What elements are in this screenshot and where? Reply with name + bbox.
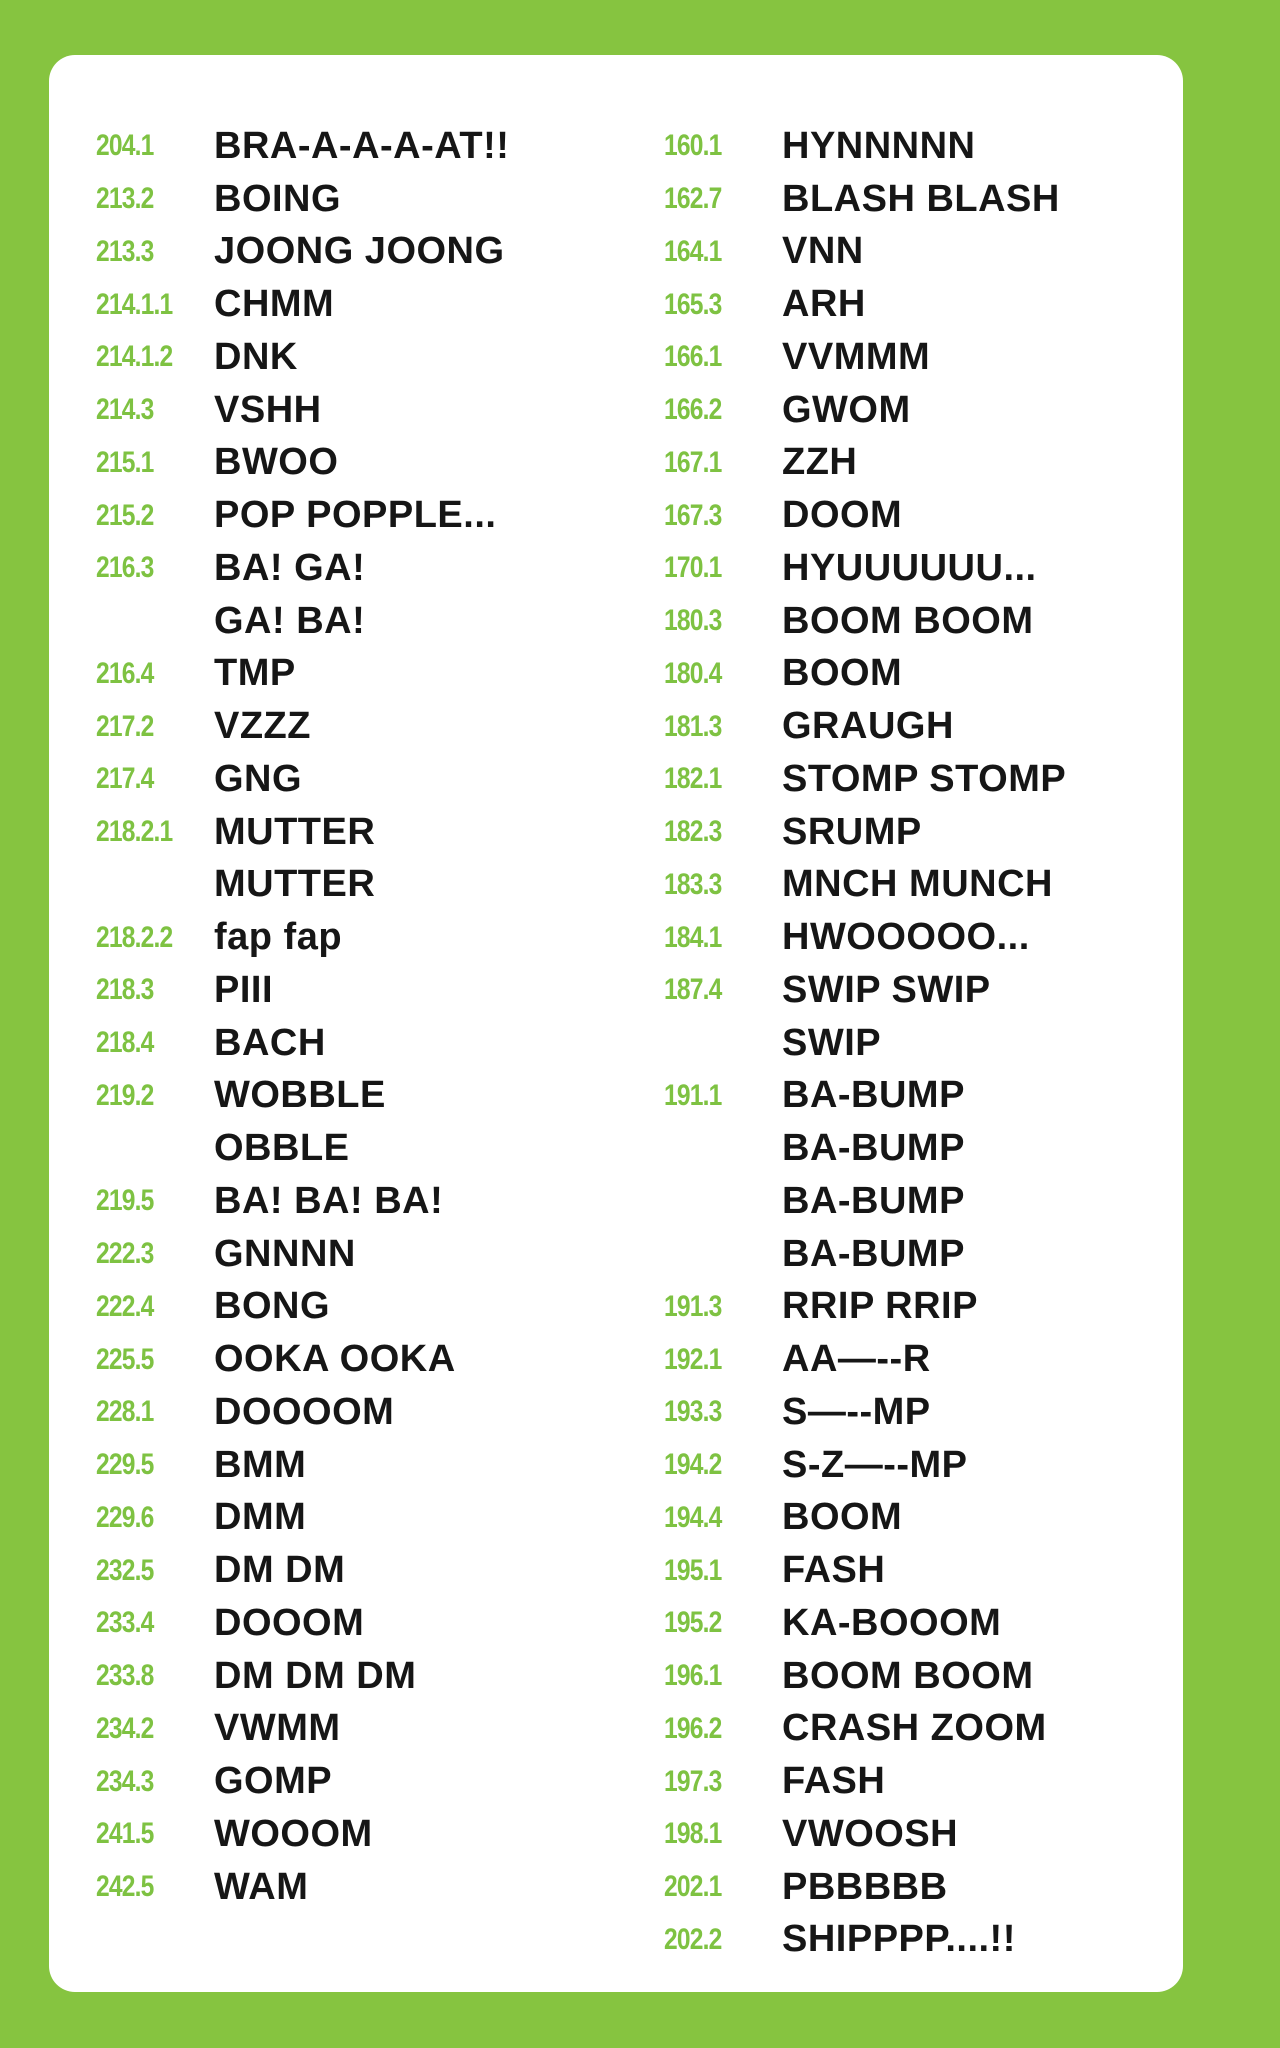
glossary-entry xyxy=(664,1386,1066,1439)
sound-effect-text: HWOOOOO... xyxy=(782,916,1030,959)
page-panel-reference: 229.6 xyxy=(96,1500,154,1534)
page-panel-reference: 194.2 xyxy=(664,1448,722,1482)
glossary-entry xyxy=(96,595,509,648)
glossary-entry xyxy=(664,437,1066,490)
page-panel-reference: 219.2 xyxy=(96,1078,154,1112)
sound-effect-text: BONG xyxy=(214,1285,330,1328)
glossary-entry xyxy=(664,1070,1066,1123)
page-panel-reference: 222.4 xyxy=(96,1289,154,1323)
glossary-entry xyxy=(664,859,1066,912)
page-panel-reference: 197.3 xyxy=(664,1764,722,1798)
sound-effect-text: BMM xyxy=(214,1443,307,1486)
glossary-entry xyxy=(664,1122,1066,1175)
sound-effect-text: DOOOOM xyxy=(214,1390,395,1433)
page-panel-reference: 216.4 xyxy=(96,656,154,690)
glossary-entry xyxy=(96,1703,509,1756)
sound-effect-text: DOOOM xyxy=(214,1601,365,1644)
sound-effect-text: CHMM xyxy=(214,283,335,326)
sound-effect-text: DNK xyxy=(214,335,298,378)
page-panel-reference: 193.3 xyxy=(664,1395,722,1429)
glossary-entry xyxy=(664,1755,1066,1808)
page-panel-reference: 233.4 xyxy=(96,1606,154,1640)
sound-effect-text: fap fap xyxy=(214,916,343,959)
glossary-entry xyxy=(96,1281,509,1334)
sound-effect-text: MNCH MUNCH xyxy=(782,863,1053,906)
glossary-entry xyxy=(96,1175,509,1228)
sound-effect-text: GNNNN xyxy=(214,1232,356,1275)
page-panel-reference: 214.1.1 xyxy=(96,287,173,321)
glossary-entry xyxy=(664,384,1066,437)
sound-effect-text: BA-BUMP xyxy=(782,1074,965,1117)
sound-effect-text: HYUUUUUU... xyxy=(782,546,1037,589)
glossary-entry xyxy=(96,1386,509,1439)
sound-effect-text: BA-BUMP xyxy=(782,1232,965,1275)
glossary-entry xyxy=(96,1439,509,1492)
sound-effect-text: BA! GA! xyxy=(214,546,366,589)
sound-effect-text: WOBBLE xyxy=(214,1074,386,1117)
glossary-entry xyxy=(664,226,1066,279)
sound-effect-text: AA—--R xyxy=(782,1338,931,1381)
glossary-entry xyxy=(664,1439,1066,1492)
glossary-entry xyxy=(96,278,509,331)
glossary-entry xyxy=(96,1122,509,1175)
glossary-entry xyxy=(664,278,1066,331)
glossary-entry xyxy=(664,595,1066,648)
sound-effect-text: GRAUGH xyxy=(782,705,954,748)
page-panel-reference: 198.1 xyxy=(664,1817,722,1851)
page-panel-reference: 191.1 xyxy=(664,1078,722,1112)
sound-effect-text: SRUMP xyxy=(782,810,922,853)
page-panel-reference: 216.3 xyxy=(96,551,154,585)
glossary-entry xyxy=(96,1597,509,1650)
sound-effect-text: POP POPPLE... xyxy=(214,494,497,537)
glossary-entry xyxy=(664,1017,1066,1070)
sound-effect-text: PBBBBB xyxy=(782,1865,948,1908)
page-panel-reference: 232.5 xyxy=(96,1553,154,1587)
page-panel-reference: 160.1 xyxy=(664,129,722,163)
glossary-entry xyxy=(664,331,1066,384)
page-panel-reference: 215.2 xyxy=(96,498,154,532)
sound-effect-text: WOOOM xyxy=(214,1812,373,1855)
sound-effect-text: BOOM xyxy=(782,1496,903,1539)
page-panel-reference: 217.2 xyxy=(96,709,154,743)
glossary-entry xyxy=(96,700,509,753)
glossary-entry xyxy=(664,1281,1066,1334)
page-panel-reference: 234.2 xyxy=(96,1711,154,1745)
glossary-entry xyxy=(664,1492,1066,1545)
sound-effect-text: JOONG JOONG xyxy=(214,230,505,273)
glossary-entry xyxy=(664,542,1066,595)
page-panel-reference: 218.3 xyxy=(96,973,154,1007)
glossary-entry xyxy=(96,1492,509,1545)
sound-effect-text: KA-BOOOM xyxy=(782,1601,1002,1644)
glossary-entry xyxy=(96,911,509,964)
glossary-entry xyxy=(96,806,509,859)
page-panel-reference: 225.5 xyxy=(96,1342,154,1376)
page-panel-reference: 191.3 xyxy=(664,1289,722,1323)
glossary-entry xyxy=(96,964,509,1017)
glossary-entry xyxy=(96,384,509,437)
glossary-entry xyxy=(664,648,1066,701)
sound-effect-text: DMM xyxy=(214,1496,307,1539)
page-panel-reference: 228.1 xyxy=(96,1395,154,1429)
page-panel-reference: 194.4 xyxy=(664,1500,722,1534)
sound-effect-text: S—--MP xyxy=(782,1390,931,1433)
page-panel-reference: 202.2 xyxy=(664,1922,722,1956)
page-panel-reference: 166.2 xyxy=(664,393,722,427)
page-panel-reference: 182.3 xyxy=(664,815,722,849)
glossary-entry xyxy=(664,1861,1066,1914)
sound-effect-text: VNN xyxy=(782,230,864,273)
sound-effect-text: DM DM DM xyxy=(214,1654,417,1697)
glossary-entry xyxy=(664,489,1066,542)
glossary-entry xyxy=(664,120,1066,173)
glossary-entry xyxy=(96,542,509,595)
page-panel-reference: 214.3 xyxy=(96,393,154,427)
page-panel-reference: 182.1 xyxy=(664,762,722,796)
sound-effect-text: BA! BA! BA! xyxy=(214,1179,444,1222)
glossary-entry xyxy=(664,911,1066,964)
page-panel-reference: 196.1 xyxy=(664,1659,722,1693)
glossary-entry xyxy=(664,700,1066,753)
sound-effect-text: VWMM xyxy=(214,1707,341,1750)
page-panel-reference: 187.4 xyxy=(664,973,722,1007)
sound-effect-text: TMP xyxy=(214,652,296,695)
glossary-entry xyxy=(664,173,1066,226)
page-panel-reference: 195.2 xyxy=(664,1606,722,1640)
glossary-right-column xyxy=(664,120,1066,1966)
sound-effect-text: BOOM BOOM xyxy=(782,599,1034,642)
glossary-entry xyxy=(96,173,509,226)
sound-effect-text: BWOO xyxy=(214,441,339,484)
glossary-entry xyxy=(96,648,509,701)
sound-effect-text: BA-BUMP xyxy=(782,1127,965,1170)
sound-effect-text: GNG xyxy=(214,757,303,800)
page-panel-reference: 195.1 xyxy=(664,1553,722,1587)
glossary-entry xyxy=(96,1755,509,1808)
glossary-entry xyxy=(96,1544,509,1597)
glossary-entry xyxy=(664,1544,1066,1597)
sound-effect-text: SHIPPPP....!! xyxy=(782,1918,1016,1961)
sound-effect-text: FASH xyxy=(782,1760,886,1803)
sound-effect-text: GWOM xyxy=(782,388,911,431)
page-panel-reference: 233.8 xyxy=(96,1659,154,1693)
sound-effect-text: OBBLE xyxy=(214,1127,350,1170)
glossary-entry xyxy=(96,1808,509,1861)
page-panel-reference: 192.1 xyxy=(664,1342,722,1376)
glossary-left-column xyxy=(96,120,509,1914)
sound-effect-text: GA! BA! xyxy=(214,599,366,642)
sound-effect-text: ZZH xyxy=(782,441,858,484)
sound-effect-text: SWIP SWIP xyxy=(782,968,991,1011)
sound-effect-text: BRA-A-A-A-AT!! xyxy=(214,124,510,167)
glossary-entry xyxy=(96,753,509,806)
glossary-entry xyxy=(664,753,1066,806)
glossary-entry xyxy=(664,1914,1066,1967)
page-panel-reference: 242.5 xyxy=(96,1870,154,1904)
sound-effect-text: BOOM BOOM xyxy=(782,1654,1034,1697)
page-panel-reference: 218.2.1 xyxy=(96,815,173,849)
glossary-entry xyxy=(96,1333,509,1386)
sound-effect-text: BA-BUMP xyxy=(782,1179,965,1222)
page-panel-reference: 218.2.2 xyxy=(96,920,173,954)
sound-effect-text: SWIP xyxy=(782,1021,882,1064)
page-panel-reference: 213.2 xyxy=(96,182,154,216)
glossary-entry xyxy=(664,1808,1066,1861)
page-panel-reference: 180.3 xyxy=(664,604,722,638)
page-panel-reference: 167.3 xyxy=(664,498,722,532)
glossary-entry xyxy=(664,1175,1066,1228)
glossary-entry xyxy=(664,964,1066,1017)
sound-effect-text: DM DM xyxy=(214,1549,346,1592)
glossary-entry xyxy=(96,1017,509,1070)
glossary-entry xyxy=(96,331,509,384)
page-panel-reference: 217.4 xyxy=(96,762,154,796)
page-panel-reference: 241.5 xyxy=(96,1817,154,1851)
page-panel-reference: 183.3 xyxy=(664,867,722,901)
glossary-entry xyxy=(664,1703,1066,1756)
page-panel-reference: 234.3 xyxy=(96,1764,154,1798)
page-panel-reference: 164.1 xyxy=(664,234,722,268)
page-panel-reference: 229.5 xyxy=(96,1448,154,1482)
glossary-entry xyxy=(664,1333,1066,1386)
sound-effect-text: ARH xyxy=(782,283,866,326)
sound-effect-text: STOMP STOMP xyxy=(782,757,1067,800)
page-panel-reference: 162.7 xyxy=(664,182,722,216)
sound-effect-text: WAM xyxy=(214,1865,309,1908)
glossary-entry xyxy=(664,1597,1066,1650)
page-panel-reference: 218.4 xyxy=(96,1026,154,1060)
sound-effect-text: BLASH BLASH xyxy=(782,177,1060,220)
glossary-entry xyxy=(96,859,509,912)
page-panel-reference: 219.5 xyxy=(96,1184,154,1218)
glossary-entry xyxy=(96,437,509,490)
glossary-entry xyxy=(664,1228,1066,1281)
page-panel-reference: 181.3 xyxy=(664,709,722,743)
page-panel-reference: 170.1 xyxy=(664,551,722,585)
glossary-entry xyxy=(96,1228,509,1281)
sound-effect-text: RRIP RRIP xyxy=(782,1285,978,1328)
page-panel-reference: 202.1 xyxy=(664,1870,722,1904)
page-panel-reference: 204.1 xyxy=(96,129,154,163)
sound-effect-text: VSHH xyxy=(214,388,322,431)
sound-effect-text: MUTTER xyxy=(214,810,376,853)
page-panel-reference: 165.3 xyxy=(664,287,722,321)
glossary-entry xyxy=(96,120,509,173)
sound-effect-text: PIII xyxy=(214,968,274,1011)
glossary-entry xyxy=(96,489,509,542)
sound-effect-text: S-Z—--MP xyxy=(782,1443,968,1486)
glossary-entry xyxy=(96,1650,509,1703)
glossary-entry xyxy=(96,226,509,279)
glossary-entry xyxy=(96,1861,509,1914)
sound-effect-text: VVMMM xyxy=(782,335,931,378)
sound-effect-text: VZZZ xyxy=(214,705,311,748)
sound-effect-text: OOKA OOKA xyxy=(214,1338,456,1381)
sound-effect-text: FASH xyxy=(782,1549,886,1592)
page-panel-reference: 196.2 xyxy=(664,1711,722,1745)
sound-effect-text: CRASH ZOOM xyxy=(782,1707,1047,1750)
sound-effect-text: HYNNNNN xyxy=(782,124,976,167)
sound-effect-text: GOMP xyxy=(214,1760,333,1803)
glossary-entry xyxy=(664,1650,1066,1703)
page-panel-reference: 215.1 xyxy=(96,445,154,479)
sound-effect-text: BOING xyxy=(214,177,342,220)
page-panel-reference: 166.1 xyxy=(664,340,722,374)
page-panel-reference: 180.4 xyxy=(664,656,722,690)
sound-effect-text: BACH xyxy=(214,1021,326,1064)
page-panel-reference: 167.1 xyxy=(664,445,722,479)
sound-effect-text: VWOOSH xyxy=(782,1812,959,1855)
page-panel-reference: 222.3 xyxy=(96,1237,154,1271)
sound-effect-text: DOOM xyxy=(782,494,903,537)
glossary-entry xyxy=(96,1070,509,1123)
sound-effect-text: MUTTER xyxy=(214,863,376,906)
glossary-entry xyxy=(664,806,1066,859)
page-panel-reference: 213.3 xyxy=(96,234,154,268)
sound-effect-text: BOOM xyxy=(782,652,903,695)
page-panel-reference: 214.1.2 xyxy=(96,340,173,374)
page-panel-reference: 184.1 xyxy=(664,920,722,954)
